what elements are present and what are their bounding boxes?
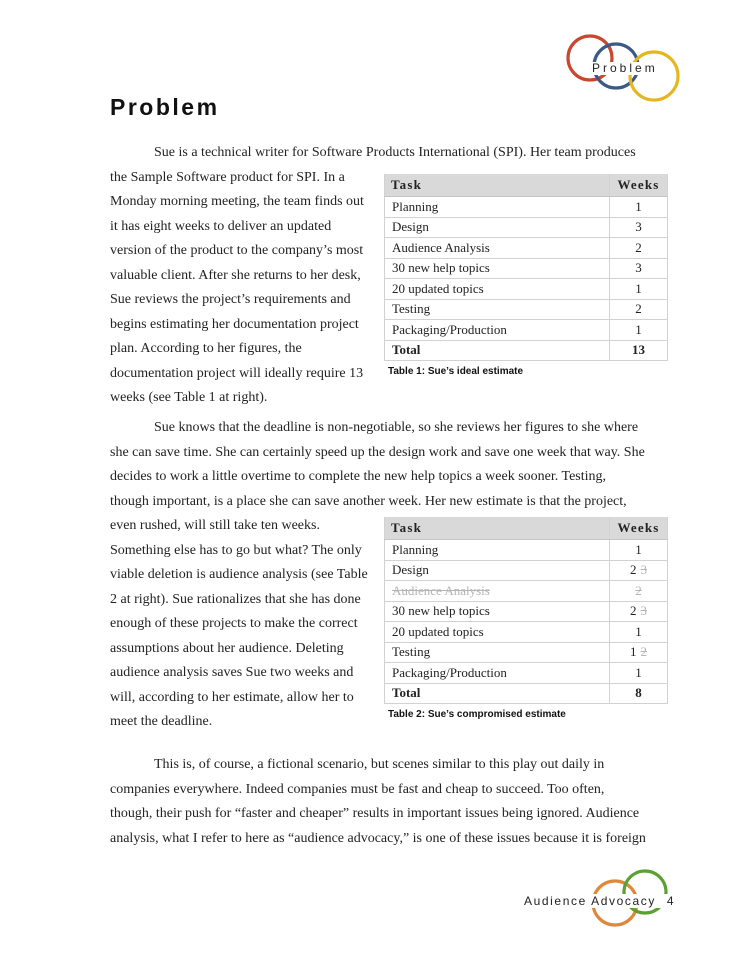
text-line: will, according to her estimate, allow her to — [110, 689, 354, 705]
weeks-value: 2 — [635, 582, 642, 598]
weeks-cell — [610, 622, 668, 643]
text-line: meet the deadline. — [110, 714, 213, 729]
footer-title: Audience Advocacy — [524, 894, 656, 908]
column-header-task: Task — [385, 517, 610, 540]
table-total-row — [385, 683, 668, 704]
text-line: Sue knows that the deadline is non-negotiable, so she reviews her figures to she where — [154, 420, 639, 435]
text-line: the Sample Software product for SPI. In a — [110, 169, 345, 185]
text-line: Sue is a technical writer for Software Products International (SPI). Her team produces — [154, 145, 636, 160]
table-row — [385, 299, 668, 320]
table-compromised-estimate — [384, 517, 668, 704]
text-line: though important, is a place she can save another week. Her new estimate is that the project, — [110, 493, 627, 509]
weeks-cell: 3 — [610, 258, 668, 279]
table-row — [385, 238, 668, 259]
task-cell: Planning — [385, 540, 610, 561]
column-header-weeks: Weeks — [610, 174, 668, 197]
table-row — [385, 581, 668, 602]
table-header-row — [385, 174, 668, 197]
text-line: viable deletion is audience analysis (see Table — [110, 567, 368, 582]
paragraph-3 — [110, 753, 646, 851]
text-line: companies everywhere. Indeed companies must be fast and cheap to succeed. Too often, — [110, 781, 605, 797]
weeks-cell: 2 — [610, 299, 668, 320]
text-line: This is, of course, a fictional scenario, but scenes similar to this play out daily in — [154, 757, 605, 772]
previous-weeks-struck: 3 — [640, 603, 647, 619]
text-line: documentation project will ideally require 13 — [110, 365, 364, 381]
table-row — [385, 217, 668, 238]
weeks-value: 1 — [635, 541, 642, 557]
header-logo — [560, 30, 685, 106]
task-cell-deleted: Audience Analysis — [385, 581, 610, 602]
weeks-value: 1 — [635, 664, 642, 680]
footer-label — [524, 894, 677, 908]
weeks-cell — [610, 560, 668, 581]
weeks-cell: 2 — [610, 238, 668, 259]
text-line: valuable client. After she returns to her desk, — [110, 267, 361, 283]
total-label: Total — [385, 683, 610, 704]
previous-weeks-struck: 3 — [640, 562, 647, 578]
header-logo-label: Problem — [592, 61, 658, 75]
weeks-cell — [610, 663, 668, 684]
page-title: Problem — [110, 94, 220, 120]
task-cell: Packaging/Production — [385, 663, 610, 684]
table-row — [385, 258, 668, 279]
text-line: enough of these projects to make the correct — [110, 616, 358, 631]
weeks-cell — [610, 642, 668, 663]
weeks-value: 1 — [635, 623, 642, 639]
text-line: Monday morning meeting, the team finds out — [110, 194, 364, 209]
text-line: though, their push for “faster and cheaper” results in important issues being ignored. Audience — [110, 806, 640, 821]
task-cell: Design — [385, 217, 610, 238]
table-row — [385, 622, 668, 643]
text-line: 2 at right). Sue rationalizes that she has done — [110, 591, 361, 607]
weeks-cell — [610, 601, 668, 622]
table-row — [385, 601, 668, 622]
table-1-caption: Table 1: Sue’s ideal estimate — [388, 366, 524, 377]
total-weeks: 13 — [610, 340, 668, 361]
weeks-cell: 1 — [610, 197, 668, 218]
task-cell: 30 new help topics — [385, 258, 610, 279]
table-2-caption: Table 2: Sue’s compromised estimate — [388, 709, 566, 720]
text-line: assumptions about her audience. Deleting — [110, 640, 344, 656]
table-row — [385, 279, 668, 300]
column-header-task: Task — [385, 174, 610, 197]
weeks-value: 2 — [630, 562, 637, 578]
task-cell: Design — [385, 560, 610, 581]
weeks-cell: 3 — [610, 217, 668, 238]
table-row — [385, 560, 668, 581]
text-line: audience analysis saves Sue two weeks and — [110, 665, 354, 680]
task-cell: 20 updated topics — [385, 622, 610, 643]
column-header-weeks: Weeks — [610, 517, 668, 540]
weeks-cell: 1 — [610, 320, 668, 341]
text-line: plan. According to her figures, the — [110, 341, 302, 356]
text-line: Sue reviews the project’s requirements and — [110, 292, 351, 307]
text-line: weeks (see Table 1 at right). — [110, 390, 268, 405]
text-line: analysis, what I refer to here as “audience advocacy,” is one of these issues because it is foreign — [110, 830, 646, 846]
text-line: even rushed, will still take ten weeks. — [110, 518, 320, 533]
table-header-row — [385, 517, 668, 540]
table-total-row — [385, 340, 668, 361]
weeks-cell-deleted — [610, 581, 668, 602]
task-cell: 30 new help topics — [385, 601, 610, 622]
table-row — [385, 197, 668, 218]
text-line: begins estimating her documentation project — [110, 316, 359, 332]
text-line: Something else has to go but what? The only — [110, 542, 362, 558]
text-line: she can save time. She can certainly speed up the design work and save one week that way. She — [110, 444, 645, 460]
weeks-cell: 1 — [610, 279, 668, 300]
task-cell: Testing — [385, 642, 610, 663]
previous-weeks-struck: 2 — [640, 644, 647, 660]
task-cell: 20 updated topics — [385, 279, 610, 300]
weeks-cell — [610, 540, 668, 561]
page-number: 4 — [666, 894, 676, 908]
table-row — [385, 663, 668, 684]
table-row — [385, 642, 668, 663]
total-weeks: 8 — [610, 683, 668, 704]
weeks-value: 2 — [630, 603, 637, 619]
task-cell: Planning — [385, 197, 610, 218]
text-line: it has eight weeks to deliver an updated — [110, 218, 332, 234]
table-row — [385, 320, 668, 341]
task-cell: Audience Analysis — [385, 238, 610, 259]
task-cell: Packaging/Production — [385, 320, 610, 341]
text-line: version of the product to the company’s most — [110, 243, 364, 258]
total-label: Total — [385, 340, 610, 361]
weeks-value: 1 — [630, 644, 637, 660]
text-line: decides to work a little overtime to complete the new help topics a week sooner. Testing, — [110, 469, 607, 484]
task-cell: Testing — [385, 299, 610, 320]
table-row — [385, 540, 668, 561]
table-ideal-estimate — [384, 174, 668, 361]
